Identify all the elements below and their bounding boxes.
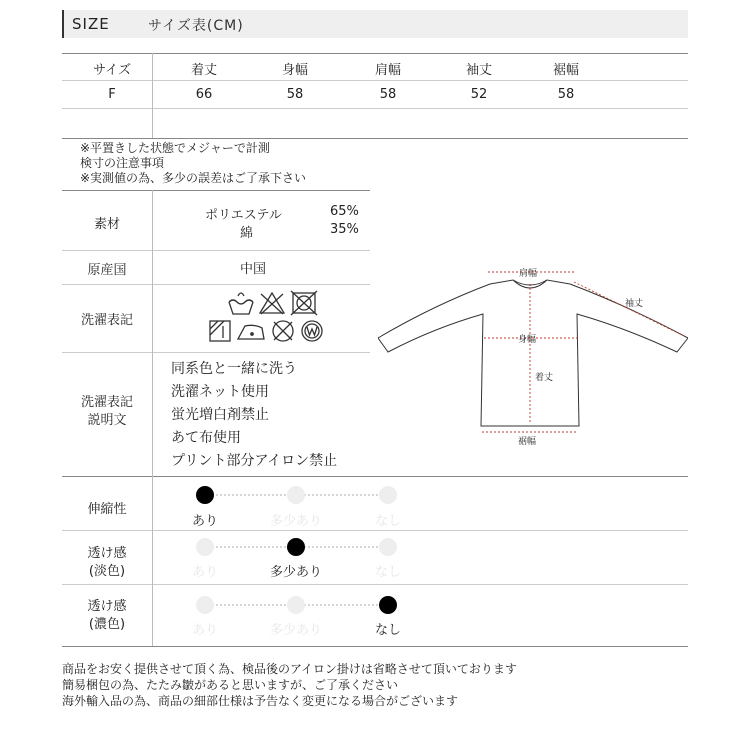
- rating-level-selected: なし: [374, 623, 401, 638]
- rating-label-sheer-dark: [62, 598, 152, 634]
- rating-dot-selected: [196, 486, 214, 504]
- rating-label-stretch: 伸縮性: [87, 502, 127, 517]
- divider: [62, 53, 688, 54]
- diagram-label-shoulder: 肩幅: [519, 269, 538, 279]
- rating-dot: [287, 486, 305, 504]
- origin-label: 原産国: [87, 263, 127, 278]
- divider: [62, 284, 370, 285]
- divider: [62, 108, 688, 109]
- table-header-body-width: 身幅: [281, 63, 308, 78]
- table-header-sleeve: 袖丈: [465, 63, 492, 78]
- divider: [62, 250, 370, 251]
- wash-desc-label-line: 説明文: [87, 413, 127, 428]
- rating-dot: [287, 596, 305, 614]
- rating-level: あり: [191, 623, 218, 638]
- sleeve-measure-line: [574, 282, 684, 336]
- rating-label-line: (濃色): [88, 617, 126, 632]
- divider: [62, 80, 688, 81]
- measure-note-title: 検寸の注意事項: [80, 156, 165, 170]
- rating-dot: [379, 538, 397, 556]
- rating-label-line: (淡色): [88, 564, 126, 579]
- wet-clean-icon: [302, 321, 322, 341]
- divider: [62, 138, 688, 139]
- wash-desc-line: 洗濯ネット使用: [171, 384, 269, 400]
- table-cell-size: F: [108, 87, 116, 102]
- header-accent: [62, 10, 64, 38]
- no-tumble-dry-icon: [291, 291, 317, 315]
- divider: [62, 530, 688, 531]
- footer-note: 海外輸入品の為、商品の細部仕様は予告なく変更になる場合がございます: [62, 694, 459, 708]
- measure-note: ※平置きした状態でメジャーで計測: [80, 141, 270, 155]
- rating-level: なし: [374, 565, 401, 580]
- wash-symbols: [205, 288, 345, 348]
- rating-level-selected: 多少あり: [269, 565, 322, 580]
- footer-note: 商品をお安く提供させて頂く為、検品後のアイロン掛けは省略させて頂いております: [62, 662, 517, 676]
- iron-low-icon: [238, 325, 264, 339]
- wash-tub-40-icon: [229, 293, 253, 314]
- footer-note: 簡易梱包の為、たたみ皺があると思いますが、ご了承ください: [62, 678, 399, 692]
- footer-notes: [62, 661, 517, 709]
- rating-dot: [196, 596, 214, 614]
- table-header-length: 着丈: [190, 63, 217, 78]
- wash-desc-label-line: 洗濯表記: [80, 395, 133, 410]
- divider: [62, 476, 688, 477]
- no-dry-clean-icon: [273, 321, 293, 341]
- rating-level: なし: [374, 514, 401, 529]
- table-cell-length: 66: [195, 87, 213, 102]
- rating-level: 多少あり: [269, 514, 322, 529]
- wash-symbols-label: 洗濯表記: [80, 313, 133, 328]
- table-header-size: サイズ: [93, 63, 131, 78]
- measure-note-error: ※実測値の為、多少の誤差はご了承下さい: [80, 171, 307, 185]
- rating-dot: [196, 538, 214, 556]
- table-column-divider: [152, 476, 153, 646]
- wash-desc-line: 蛍光増白剤禁止: [171, 407, 269, 423]
- table-header-shoulder: 肩幅: [374, 63, 401, 78]
- wash-desc-line: あて布使用: [171, 430, 241, 446]
- rating-level: 多少あり: [269, 623, 322, 638]
- wash-desc-line: 同系色と一緒に洗う: [171, 361, 297, 377]
- table-cell-shoulder: 58: [379, 87, 397, 102]
- diagram-label-length: 着丈: [535, 373, 554, 383]
- material-pct-2: 35%: [330, 222, 359, 237]
- table-cell-hem: 58: [557, 87, 575, 102]
- table-header-hem: 裾幅: [552, 63, 579, 78]
- table-cell-body-width: 58: [286, 87, 304, 102]
- diagram-label-body-width: 身幅: [518, 335, 537, 345]
- table-cell-sleeve: 52: [470, 87, 488, 102]
- rating-label-line: 透け感: [87, 599, 127, 614]
- wash-desc-label: [62, 394, 152, 430]
- rating-label-line: 透け感: [87, 546, 127, 561]
- material-name-1: ポリエステル: [205, 208, 282, 223]
- rating-level-selected: あり: [191, 514, 218, 529]
- rating-dot-selected: [379, 596, 397, 614]
- rating-level: あり: [191, 565, 218, 580]
- rating-dot-selected: [287, 538, 305, 556]
- table-column-divider: [152, 53, 153, 138]
- divider: [62, 190, 370, 191]
- wash-desc-list: [171, 358, 337, 473]
- line-dry-shade-icon: [210, 321, 230, 341]
- material-name-2: 綿: [240, 226, 254, 241]
- divider: [62, 584, 688, 585]
- rating-dot: [379, 486, 397, 504]
- diagram-label-sleeve: 袖丈: [625, 299, 644, 309]
- no-bleach-icon: [260, 293, 284, 314]
- garment-diagram: [378, 262, 688, 450]
- wash-desc-line: プリント部分アイロン禁止: [171, 453, 338, 469]
- rating-label-sheer-light: [62, 545, 152, 581]
- origin-value: 中国: [240, 262, 267, 277]
- table-column-divider: [152, 190, 153, 476]
- material-label: 素材: [93, 217, 120, 232]
- divider: [62, 646, 688, 647]
- size-table-title: サイズ表(CM): [148, 18, 244, 34]
- size-heading: SIZE: [72, 15, 110, 33]
- material-pct-1: 65%: [330, 204, 359, 219]
- diagram-label-hem: 裾幅: [518, 437, 537, 447]
- divider: [62, 352, 370, 353]
